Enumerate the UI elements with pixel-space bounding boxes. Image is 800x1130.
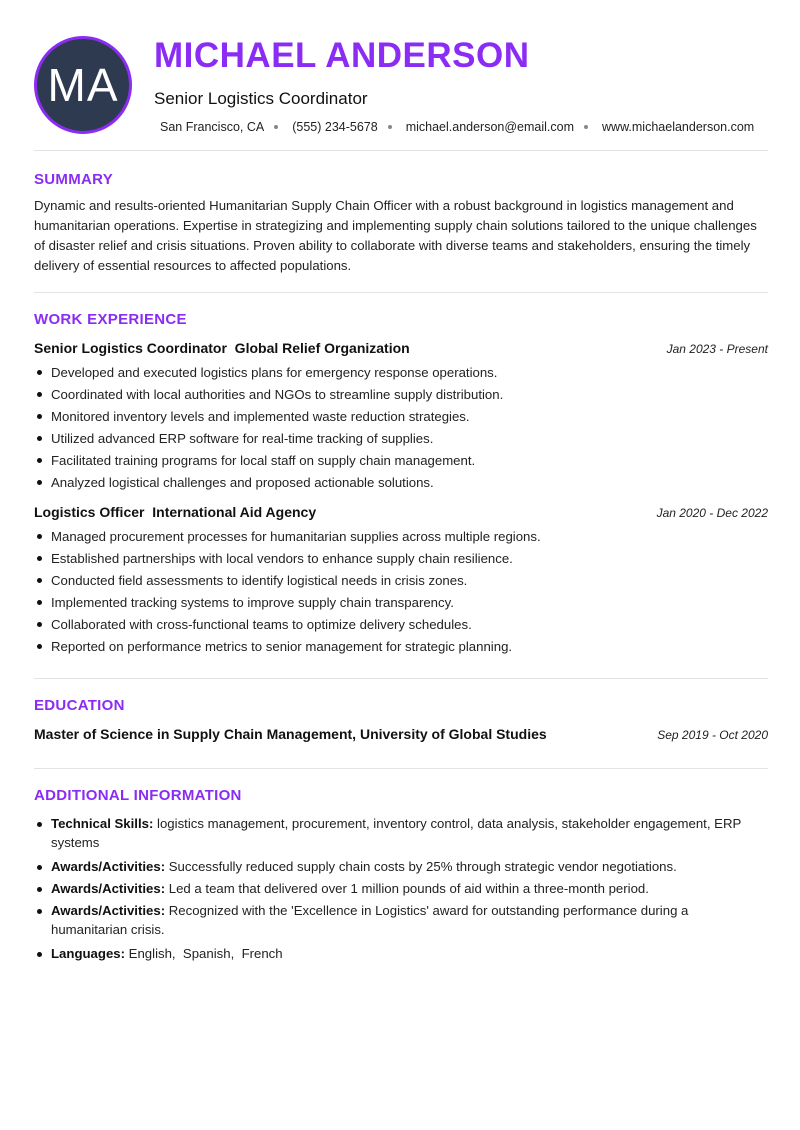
summary-text: Dynamic and results-oriented Humanitarian Supply Chain Officer with a robust background in logistics management and humanitarian operations. Expertise in strategizing and implementing supply chain solutions tailored to the unique challenges of disaster relief and crisis situations. Proven ability to collaborate with diverse teams and stakeholders, ensuring the timely delivery of essential resources to affected populations. — [34, 198, 757, 273]
section-heading-education: EDUCATION — [34, 697, 125, 714]
list-item: Monitored inventory levels and implemented waste reduction strategies. — [34, 406, 768, 428]
contact-line — [160, 120, 754, 134]
list-item: Utilized advanced ERP software for real-time tracking of supplies. — [34, 428, 768, 450]
separator-dot — [274, 125, 278, 129]
list-item — [34, 879, 768, 898]
job-header — [34, 504, 768, 520]
job-date: Jan 2023 - Present — [666, 342, 768, 356]
info-text: logistics management, procurement, inventory control, data analysis, stakeholder engagement, ERP systems — [51, 816, 742, 850]
list-item: Reported on performance metrics to senior management for strategic planning. — [34, 636, 768, 658]
experience-section — [34, 293, 768, 679]
job-title: Senior Logistics Coordinator Global Relief Organization — [34, 340, 410, 356]
job-entry — [34, 504, 768, 658]
list-item — [34, 814, 768, 852]
degree-title: Master of Science in Supply Chain Management, University of Global Studies — [34, 726, 547, 742]
contact-website[interactable]: www.michaelanderson.com — [602, 120, 755, 134]
contact-email[interactable]: michael.anderson@email.com — [405, 120, 575, 134]
info-text: Led a team that delivered over 1 million pounds of aid within a three-month period. — [165, 881, 649, 896]
list-item: Managed procurement processes for humanitarian supplies across multiple regions. — [34, 526, 768, 548]
job-header — [34, 340, 768, 356]
info-text: Successfully reduced supply chain costs by 25% through strategic vendor negotiations. — [165, 859, 677, 874]
education-date: Sep 2019 - Oct 2020 — [657, 728, 768, 742]
list-item: Analyzed logistical challenges and proposed actionable solutions. — [34, 472, 768, 494]
info-label: Awards/Activities: — [51, 903, 166, 918]
separator-dot — [388, 125, 392, 129]
candidate-name: MICHAEL ANDERSON — [154, 36, 530, 75]
additional-section — [34, 769, 768, 963]
avatar — [34, 36, 132, 134]
info-label: Awards/Activities: — [51, 859, 166, 874]
section-heading-summary: SUMMARY — [34, 171, 114, 188]
info-text: Recognized with the 'Excellence in Logistics' award for outstanding performance during a humanitarian crisis. — [51, 903, 689, 937]
list-item — [34, 857, 768, 876]
list-item: Conducted field assessments to identify logistical needs in crisis zones. — [34, 570, 768, 592]
job-bullets — [34, 526, 768, 658]
resume-header — [34, 0, 768, 151]
section-heading-experience: WORK EXPERIENCE — [34, 311, 187, 328]
list-item: Facilitated training programs for local staff on supply chain management. — [34, 450, 768, 472]
list-item — [34, 901, 768, 939]
list-item: Collaborated with cross-functional teams to optimize delivery schedules. — [34, 614, 768, 636]
info-label: Languages: — [51, 946, 126, 961]
contact-phone: (555) 234-5678 — [292, 120, 378, 134]
list-item: Implemented tracking systems to improve supply chain transparency. — [34, 592, 768, 614]
additional-list — [34, 814, 768, 963]
list-item: Developed and executed logistics plans for emergency response operations. — [34, 362, 768, 384]
info-label: Awards/Activities: — [51, 881, 166, 896]
contact-location: San Francisco, CA — [160, 120, 265, 134]
candidate-title: Senior Logistics Coordinator — [154, 89, 368, 108]
section-heading-additional: ADDITIONAL INFORMATION — [34, 787, 242, 804]
resume-page — [34, 0, 768, 963]
list-item: Coordinated with local authorities and NGOs to streamline supply distribution. — [34, 384, 768, 406]
job-bullets — [34, 362, 768, 494]
separator-dot — [584, 125, 588, 129]
summary-section — [34, 151, 768, 293]
info-text: English, Spanish, French — [125, 946, 283, 961]
job-title: Logistics Officer International Aid Agency — [34, 504, 317, 520]
avatar-initials: MA — [47, 59, 119, 111]
education-section — [34, 679, 768, 769]
list-item — [34, 944, 768, 963]
job-entry — [34, 340, 768, 494]
job-date: Jan 2020 - Dec 2022 — [656, 506, 768, 520]
education-entry — [34, 726, 768, 742]
list-item: Established partnerships with local vendors to enhance supply chain resilience. — [34, 548, 768, 570]
info-label: Technical Skills: — [51, 816, 154, 831]
